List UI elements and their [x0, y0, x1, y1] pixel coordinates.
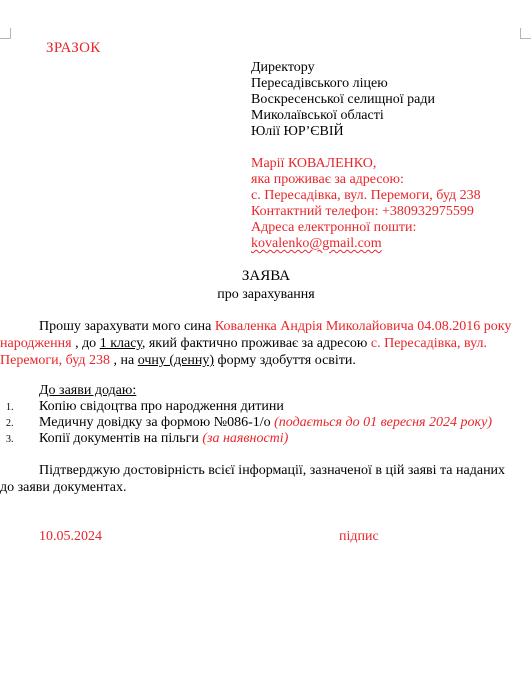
addressee-line-2: Пересадівського ліцею [251, 76, 388, 91]
applicant-phone: Контактний телефон: +380932975599 [251, 204, 474, 219]
list-number: 1. [6, 402, 14, 413]
addressee-line-1: Директору [251, 60, 315, 75]
list-note: (за наявності) [202, 431, 289, 446]
address-block [251, 60, 481, 252]
birth-word: народження [0, 336, 72, 351]
page-corner-mark-left [0, 28, 11, 39]
signature-label: підпис [339, 529, 379, 544]
request-line-2: народження , до 1 класу, який фактично проживає за адресою с. Пересадівка, вул. [0, 336, 488, 351]
addressee-line-5: Юлії ЮР’ЄВІЙ [251, 124, 344, 139]
confirmation-line-1: Підтверджую достовірність всієї інформації, зазначеної в цій заяві та наданих [39, 463, 506, 478]
list-text: Копії документів на пільги (за наявності) [39, 431, 289, 446]
document-subtitle: про зарахування [217, 287, 315, 302]
list-number: 2. [6, 418, 14, 429]
request-line-1: Прошу зарахувати мого сина Коваленка Андрія Миколайовича 04.08.2016 року [39, 319, 512, 334]
list-number: 3. [6, 434, 14, 445]
request-line-3: Перемоги, буд 238 , на очну (денну) форму здобуття освіти. [0, 353, 356, 368]
addressee-line-4: Миколаївської області [251, 108, 384, 123]
confirmation-line-2: до заяви документах. [0, 480, 127, 495]
attachments-title: До заяви додаю: [39, 383, 137, 398]
applicant-name: Марії КОВАЛЕНКО, [251, 156, 377, 171]
request-paragraph [0, 318, 519, 369]
applicant-lives-label: яка проживає за адресою: [251, 172, 404, 187]
application-date: 10.05.2024 [39, 529, 102, 544]
list-text: Медичну довідку за формою №086-1/о (подається до 01 вересня 2024 року) [39, 415, 492, 430]
list-note: (подається до 01 вересня 2024 року) [274, 415, 492, 430]
spacer [251, 140, 481, 156]
confirmation-paragraph [0, 462, 519, 496]
sample-label: ЗРАЗОК [46, 40, 101, 56]
document-title: ЗАЯВА [241, 268, 291, 284]
child-address-b: Перемоги, буд 238 [0, 353, 110, 368]
applicant-address-text: с. Пересадівка, вул. Перемоги, буд 238 [251, 188, 481, 203]
list-text: Копію свідоцтва про народження дитини [39, 399, 284, 414]
applicant-email-label: Адреса електронної пошти: [251, 220, 417, 235]
page-corner-mark-right [520, 28, 531, 39]
applicant-address [251, 188, 481, 204]
applicant-email [251, 236, 481, 252]
child-address-a: с. Пересадівка, вул. [370, 336, 488, 351]
child-name-dob: Коваленка Андрія Миколайовича 04.08.2016 року [214, 319, 512, 334]
study-form: очну (денну) [137, 353, 215, 368]
addressee-line-3: Воскресенської селищної ради [251, 92, 436, 107]
applicant-email-text: kovalenko@gmail.com [251, 236, 382, 251]
grade: 1 класу [99, 336, 142, 351]
